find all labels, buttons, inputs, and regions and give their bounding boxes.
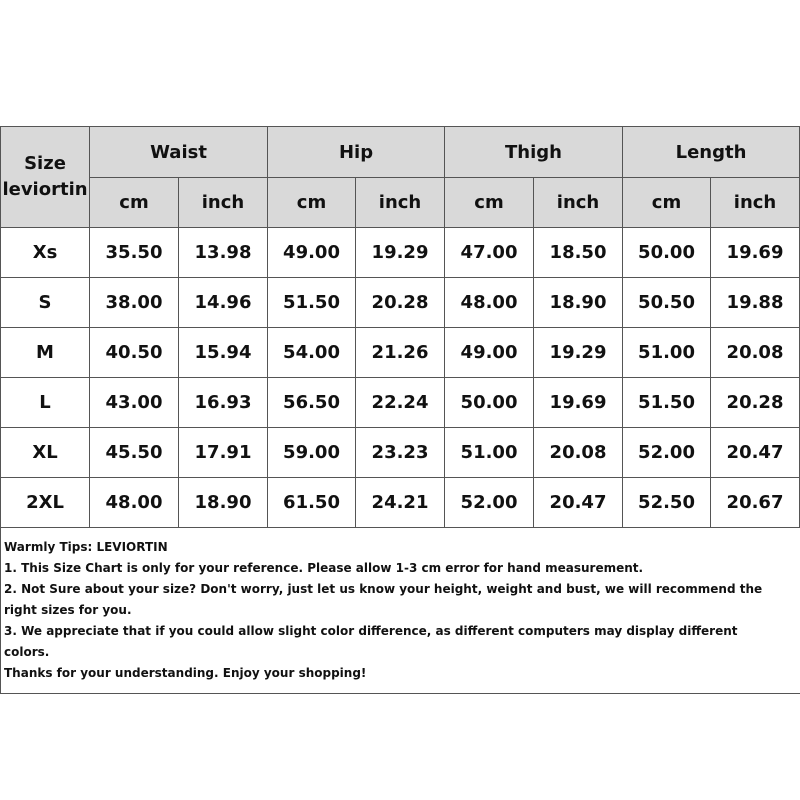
table-row xyxy=(1,278,800,328)
table-cell: 56.50 xyxy=(268,378,356,428)
unit-header: inch xyxy=(179,178,268,228)
table-cell: 19.29 xyxy=(534,328,623,378)
table-cell: 52.50 xyxy=(623,478,711,528)
table-cell: 61.50 xyxy=(268,478,356,528)
table-cell: 20.08 xyxy=(534,428,623,478)
table-cell: 20.67 xyxy=(711,478,800,528)
table-cell: 13.98 xyxy=(179,228,268,278)
table-cell: 59.00 xyxy=(268,428,356,478)
table-cell: 43.00 xyxy=(90,378,179,428)
size-cell: M xyxy=(1,328,90,378)
size-header-line2: leviortin xyxy=(2,179,88,200)
table-body xyxy=(1,228,800,528)
tips-line: Thanks for your understanding. Enjoy your shopping! xyxy=(4,666,367,680)
group-header-thigh: Thigh xyxy=(445,127,623,178)
tips-line: 2. Not Sure about your size? Don't worry, just let us know your height, weight and bust, we will recommend the right sizes for you. xyxy=(4,582,763,617)
table-cell: 45.50 xyxy=(90,428,179,478)
table-cell: 19.29 xyxy=(356,228,445,278)
table-cell: 14.96 xyxy=(179,278,268,328)
table-row xyxy=(1,378,800,428)
size-cell: Xs xyxy=(1,228,90,278)
table-row xyxy=(1,328,800,378)
table-cell: 52.00 xyxy=(445,478,534,528)
group-header-length: Length xyxy=(623,127,800,178)
tips-box xyxy=(0,528,800,694)
table-cell: 51.00 xyxy=(623,328,711,378)
table-cell: 20.08 xyxy=(711,328,800,378)
size-cell: 2XL xyxy=(1,478,90,528)
table-cell: 49.00 xyxy=(445,328,534,378)
unit-header: cm xyxy=(268,178,356,228)
table-cell: 49.00 xyxy=(268,228,356,278)
table-cell: 22.24 xyxy=(356,378,445,428)
unit-header: cm xyxy=(445,178,534,228)
table-cell: 50.50 xyxy=(623,278,711,328)
table-cell: 20.47 xyxy=(711,428,800,478)
size-column-header xyxy=(1,127,90,228)
table-cell: 35.50 xyxy=(90,228,179,278)
table-cell: 19.69 xyxy=(534,378,623,428)
table-cell: 48.00 xyxy=(445,278,534,328)
size-cell: L xyxy=(1,378,90,428)
table-cell: 23.23 xyxy=(356,428,445,478)
table-cell: 24.21 xyxy=(356,478,445,528)
table-cell: 40.50 xyxy=(90,328,179,378)
table-cell: 18.50 xyxy=(534,228,623,278)
table-cell: 52.00 xyxy=(623,428,711,478)
table-cell: 18.90 xyxy=(179,478,268,528)
unit-header: cm xyxy=(623,178,711,228)
tips-line: 3. We appreciate that if you could allow slight color difference, as different computers may display different colors. xyxy=(4,624,738,659)
table-cell: 21.26 xyxy=(356,328,445,378)
unit-header: inch xyxy=(711,178,800,228)
table-cell: 18.90 xyxy=(534,278,623,328)
size-cell: S xyxy=(1,278,90,328)
table-cell: 38.00 xyxy=(90,278,179,328)
size-chart xyxy=(0,126,799,694)
unit-header: inch xyxy=(534,178,623,228)
table-header-row xyxy=(1,127,800,178)
table-cell: 19.69 xyxy=(711,228,800,278)
table-cell: 54.00 xyxy=(268,328,356,378)
group-header-waist: Waist xyxy=(90,127,268,178)
table-cell: 20.28 xyxy=(711,378,800,428)
table-cell: 51.50 xyxy=(268,278,356,328)
unit-header: inch xyxy=(356,178,445,228)
table-cell: 15.94 xyxy=(179,328,268,378)
table-cell: 51.50 xyxy=(623,378,711,428)
table-cell: 50.00 xyxy=(445,378,534,428)
table-cell: 16.93 xyxy=(179,378,268,428)
size-cell: XL xyxy=(1,428,90,478)
table-row xyxy=(1,478,800,528)
table-cell: 19.88 xyxy=(711,278,800,328)
table-row xyxy=(1,228,800,278)
table-cell: 48.00 xyxy=(90,478,179,528)
table-cell: 20.28 xyxy=(356,278,445,328)
size-header-line1: Size xyxy=(24,153,66,174)
table-cell: 50.00 xyxy=(623,228,711,278)
tips-title: Warmly Tips: LEVIORTIN xyxy=(4,540,168,554)
size-table xyxy=(0,126,800,528)
group-header-hip: Hip xyxy=(268,127,445,178)
table-row xyxy=(1,428,800,478)
table-cell: 51.00 xyxy=(445,428,534,478)
unit-header: cm xyxy=(90,178,179,228)
table-cell: 47.00 xyxy=(445,228,534,278)
table-unit-row xyxy=(1,178,800,228)
table-cell: 17.91 xyxy=(179,428,268,478)
tips-line: 1. This Size Chart is only for your reference. Please allow 1-3 cm error for hand measurement. xyxy=(4,561,644,575)
table-cell: 20.47 xyxy=(534,478,623,528)
